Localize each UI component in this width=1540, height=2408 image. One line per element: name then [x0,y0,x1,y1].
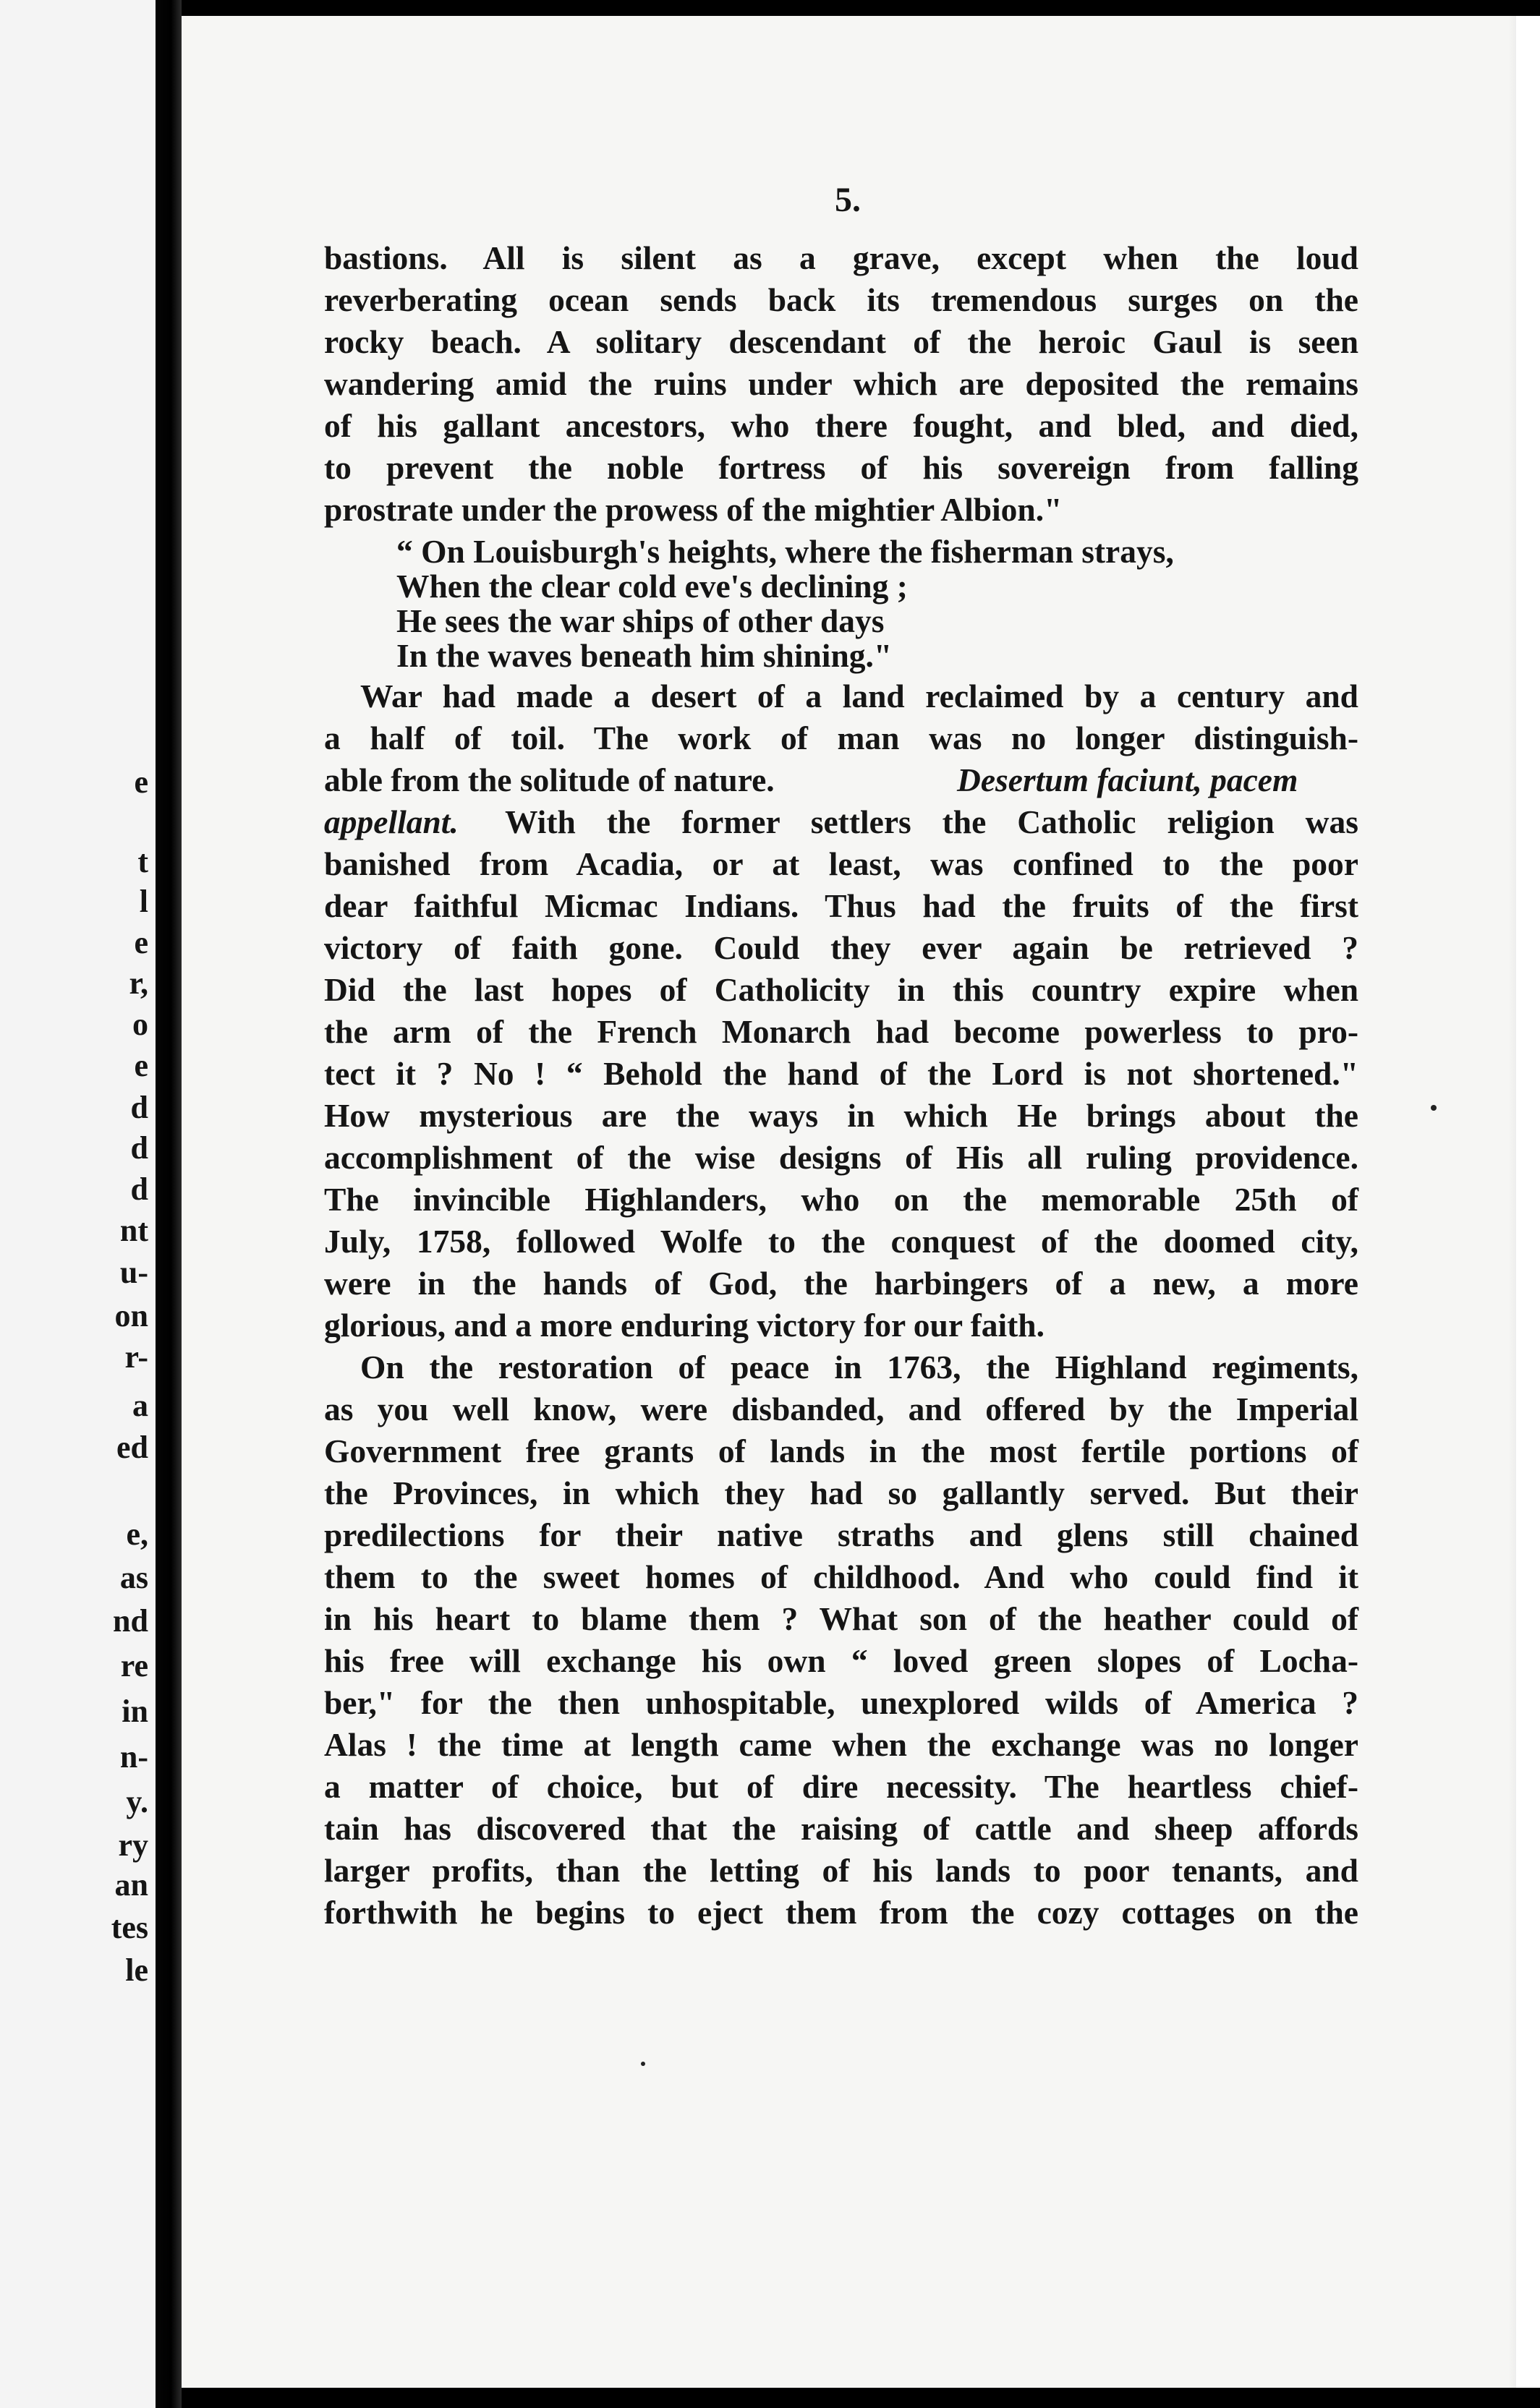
fragment: on [114,1298,148,1333]
text-line: a half of toil. The work of man was no longer distinguish- [324,720,1358,756]
text-line: wandering amid the ruins under which are deposited the remains [324,365,1358,402]
fragment: e [134,925,148,960]
fragment: o [132,1007,148,1042]
text-line: victory of faith gone. Could they ever again be retrieved ? [324,929,1358,966]
fragment: ry [118,1827,148,1863]
fragment: le [125,1952,148,1988]
text-line: glorious, and a more enduring victory for our faith. [324,1307,1045,1344]
fragment: n- [119,1739,148,1775]
previous-page-edge [0,0,156,2408]
fragment: d [130,1171,148,1207]
text-line: prostrate under the prowess of the mightier Albion." [324,491,1063,528]
text-line: How mysterious are the ways in which He brings about the [324,1097,1358,1134]
fragment: r- [124,1339,148,1375]
text-line: With the former settlers the Catholic religion was [505,803,1358,840]
text-line: larger profits, than the letting of his lands to poor tenants, and [324,1852,1358,1889]
text-line: his free will exchange his own “ loved green slopes of Locha- [324,1642,1358,1679]
text-line: Alas ! the time at length came when the exchange was no longer [324,1726,1358,1763]
verse-line: He sees the war ships of other days [396,602,885,639]
text-line: the arm of the French Monarch had become powerless to pro- [324,1013,1358,1050]
fragment: as [119,1560,148,1595]
text-line: rocky beach. A solitary descendant of the heroic Gaul is seen [324,323,1358,360]
fragment: d [130,1130,148,1166]
latin-quote: Desertum faciunt, pacem [957,761,1298,798]
text-line: the Provinces, in which they had so gallantly served. But their [324,1474,1358,1511]
text-line: bastions. All is silent as a grave, except when the loud [324,239,1358,276]
text-line: them to the sweet homes of childhood. And who could find it [324,1558,1358,1595]
text-line: War had made a desert of a land reclaimed by a century and [360,678,1358,714]
fragment: an [114,1867,148,1903]
fragment: u- [119,1255,148,1290]
text-line: accomplishment of the wise designs of His all ruling providence. [324,1139,1358,1176]
scan-right-margin [1516,16,1540,2408]
fragment: e [134,1048,148,1083]
text-line: Government free grants of lands in the most fertile portions of [324,1433,1358,1469]
text-line: in his heart to blame them ? What son of the heather could of [324,1600,1358,1637]
text-line: were in the hands of God, the harbingers of a new, a more [324,1265,1358,1302]
verse-line: “ On Louisburgh's heights, where the fisherman strays, [396,533,1174,570]
fragment: r, [129,965,148,1001]
text-line: able from the solitude of nature. [324,761,775,798]
text-line: banished from Acadia, or at least, was confined to the poor [324,845,1358,882]
fragment: l [139,884,148,919]
binding-gutter [156,0,182,2408]
ink-speck [1431,1105,1437,1111]
text-line: reverberating ocean sends back its tremendous surges on the [324,281,1358,318]
text-line: On the restoration of peace in 1763, the Highland regiments, [360,1349,1358,1386]
fragment: y. [126,1784,148,1819]
text-line: a matter of choice, but of dire necessity. The heartless chief- [324,1768,1358,1805]
text-line: dear faithful Micmac Indians. Thus had the fruits of the first [324,887,1358,924]
fragment: d [130,1090,148,1125]
text-line: to prevent the noble fortress of his sovereign from falling [324,449,1358,486]
fragment: in [122,1694,148,1729]
text-line: The invincible Highlanders, who on the memorable 25th of [324,1181,1358,1218]
ink-speck [641,2062,645,2066]
page-number: 5. [835,181,861,219]
latin-quote-continued: appellant. [324,803,459,840]
text-line: tain has discovered that the raising of cattle and sheep affords [324,1810,1358,1847]
scan-top-border [182,0,1540,16]
fragment: nd [113,1603,148,1639]
fragment: t [137,844,148,879]
fragment: tes [111,1910,148,1945]
text-line: July, 1758, followed Wolfe to the conquest of the doomed city, [324,1223,1358,1260]
fragment: nt [119,1213,148,1248]
fragment: ed [116,1430,148,1465]
text-line: forthwith he begins to eject them from the cozy cottages on the [324,1894,1358,1931]
text-line: predilections for their native straths and glens still chained [324,1516,1358,1553]
fragment: re [120,1648,148,1683]
text-line: as you well know, were disbanded, and offered by the Imperial [324,1391,1358,1427]
fragment: e [134,764,148,800]
fragment: e, [126,1516,148,1552]
verse-line: In the waves beneath him shining." [396,637,893,674]
scan-bottom-border [182,2388,1540,2408]
fragment: a [132,1388,148,1423]
text-line: tect it ? No ! “ Behold the hand of the Lord is not shortened." [324,1055,1358,1092]
text-line: of his gallant ancestors, who there fought, and bled, and died, [324,407,1358,444]
text-line: ber," for the then unhospitable, unexplored wilds of America ? [324,1684,1358,1721]
text-line: Did the last hopes of Catholicity in this country expire when [324,971,1358,1008]
verse-line: When the clear cold eve's declining ; [396,568,908,605]
